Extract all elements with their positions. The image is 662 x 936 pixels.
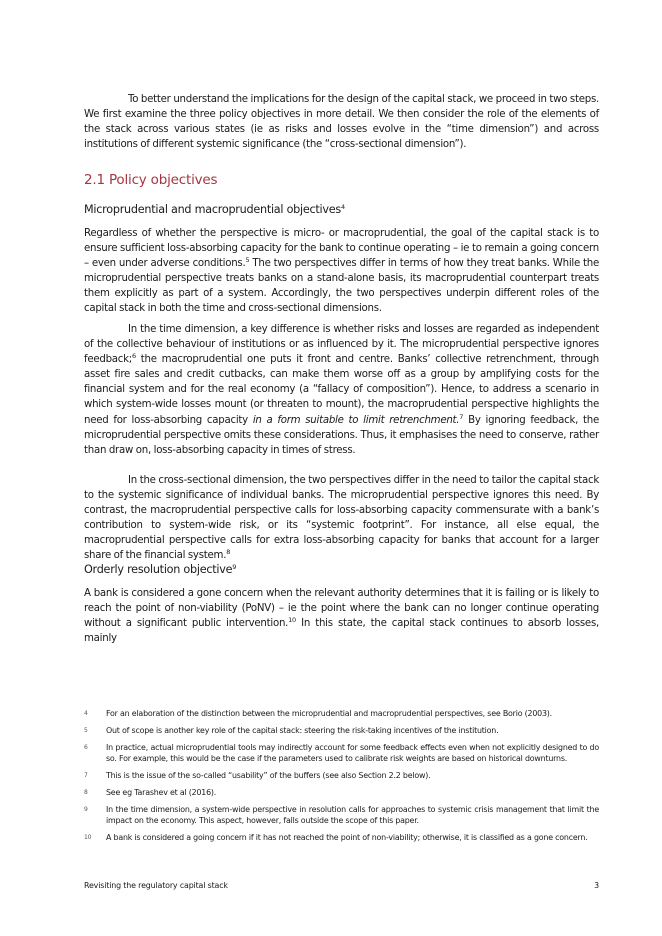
text-run: A bank is considered a gone concern when the relevant authority determines that it is failing or is likely to reach the point of non-viability (PoNV) – ie the point where the bank can no longer continue operating without a significant public intervention. [84,588,599,630]
footnote-number: 10 [84,834,92,842]
footnote [84,708,599,720]
footnote-number: 6 [84,743,88,751]
footnote [84,770,599,782]
section-heading: 2.1 Policy objectives [84,172,218,188]
text-run: In the cross-sectional dimension, the two perspectives differ in the need to tailor the capital stack to the systemic significance of individual banks. The microprudential perspective ignores this need. By contrast, the macroprudential perspective calls for loss-absorbing capacity commensurate with a bank’s contribution to system-wide risk, or its “systemic footprint”. For instance, all else equal, the macroprudential perspective calls for extra loss-absorbing capacity for banks that account for a larger share of the financial system. [84,475,599,562]
footnote-text: For an elaboration of the distinction between the microprudential and macroprudential perspectives, see Borio (2003). [106,709,552,718]
footnote [84,832,599,844]
footnote-ref[interactable]: 6 [131,352,136,361]
text-run: Regardless of whether the perspective is micro- or macroprudential, the goal of the capital stack is to ensure sufficient loss-absorbing capacity for the bank to continue operating – ie to remain a going concern – even under adverse conditions. [84,228,599,270]
footnote [84,804,599,827]
footnote [84,725,599,737]
subsection-heading-orderly-resolution [84,563,236,576]
body-paragraph [84,473,599,564]
footnote [84,787,599,799]
running-title: Revisiting the regulatory capital stack [84,881,228,890]
footnote [84,742,599,765]
footnote-ref[interactable]: 9 [232,563,237,571]
footnote-number: 9 [84,805,88,813]
footnote-text: See eg Tarashev et al (2016). [106,788,217,798]
footnote-ref[interactable]: 4 [341,203,345,211]
subsection-title: Orderly resolution objective [84,563,233,576]
intro-paragraph: To better understand the implications for the design of the capital stack, we proceed in two steps. We first examine the three policy objectives in more detail. We then consider the role of the elements of the stack across various states (ie as risks and losses evolve in the “time dimension”) and across institutions of different systemic significance (the “cross-sectional dimension”). [84,94,599,151]
page-number: 3 [594,881,599,890]
footnote-ref[interactable]: 10 [288,616,296,625]
footnote-text: Out of scope is another key role of the capital stack: steering the risk-taking incentives of the institution. [106,725,499,735]
text-run: The two perspectives differ in terms of how they treat banks. While the microprudential perspective treats banks on a stand-alone basis, its macroprudential counterpart treats them explicitly as part of a system. Accordingly, the two perspectives underpin different roles of the capital stack in both the time and cross-sectional dimensions. [84,258,599,315]
footnote-number: 5 [84,726,88,734]
text-run: the macroprudential one puts it front and centre. Banks’ collective retrenchment, through asset fire sales and credit cutbacks, can make them worse off as a group by amplifying costs for the financial system and for the real economy (a “fallacy of composition”). Hence, to address a scenario in which system-wide losses mount (or threaten to mount), the macroprudential perspective highlights the need for loss-absorbing capacity [84,354,599,426]
subsection-title: Microprudential and macroprudential objectives [84,203,341,216]
footnote-number: 4 [84,710,88,717]
body-paragraph [84,586,599,646]
footnote-text: A bank is considered a going concern if it has not reached the point of non-viability; otherwise, it is classified as a gone concern. [106,833,588,843]
footnote-ref[interactable]: 5 [245,256,250,265]
text-run: In this state, the capital stack continues to absorb losses, mainly [84,618,600,645]
footnote-text: In the time dimension, a system-wide perspective in resolution calls for approaches to systemic crisis management that limit the impact on the economy. This aspect, however, falls outside the scope of this paper. [106,804,599,826]
body-paragraph [84,322,599,458]
text-run: In the time dimension, a key difference is whether risks and losses are regarded as independent of the collective behaviour of institutions or as influenced by it. The microprudential perspective ignores feedback; [84,324,599,366]
page-footer [84,881,599,890]
footnote-text: In practice, actual microprudential tools may indirectly account for some feedback effects even when not explicitly designed to do so. For example, this would be the case if the parameters used to calibrate risk weights are based on historical downturns. [106,742,599,764]
body-paragraph [84,226,599,317]
footnote-text: This is the issue of the so-called “usability” of the buffers (see also Section 2.2 below). [106,771,431,781]
subsection-heading-micro-macro [84,203,345,216]
footnotes-section [84,708,599,849]
footnote-number: 7 [84,772,88,780]
text-run: By ignoring feedback, the microprudential perspective omits these considerations. Thus, it emphasises the need to conserve, rather than draw on, loss-absorbing capacity in times of stress. [84,414,599,456]
footnote-number: 8 [84,789,88,797]
emphasis-text: in a form suitable to limit retrenchment. [252,414,460,426]
footnote-ref[interactable]: 7 [459,412,464,421]
footnote-ref[interactable]: 8 [226,548,231,557]
